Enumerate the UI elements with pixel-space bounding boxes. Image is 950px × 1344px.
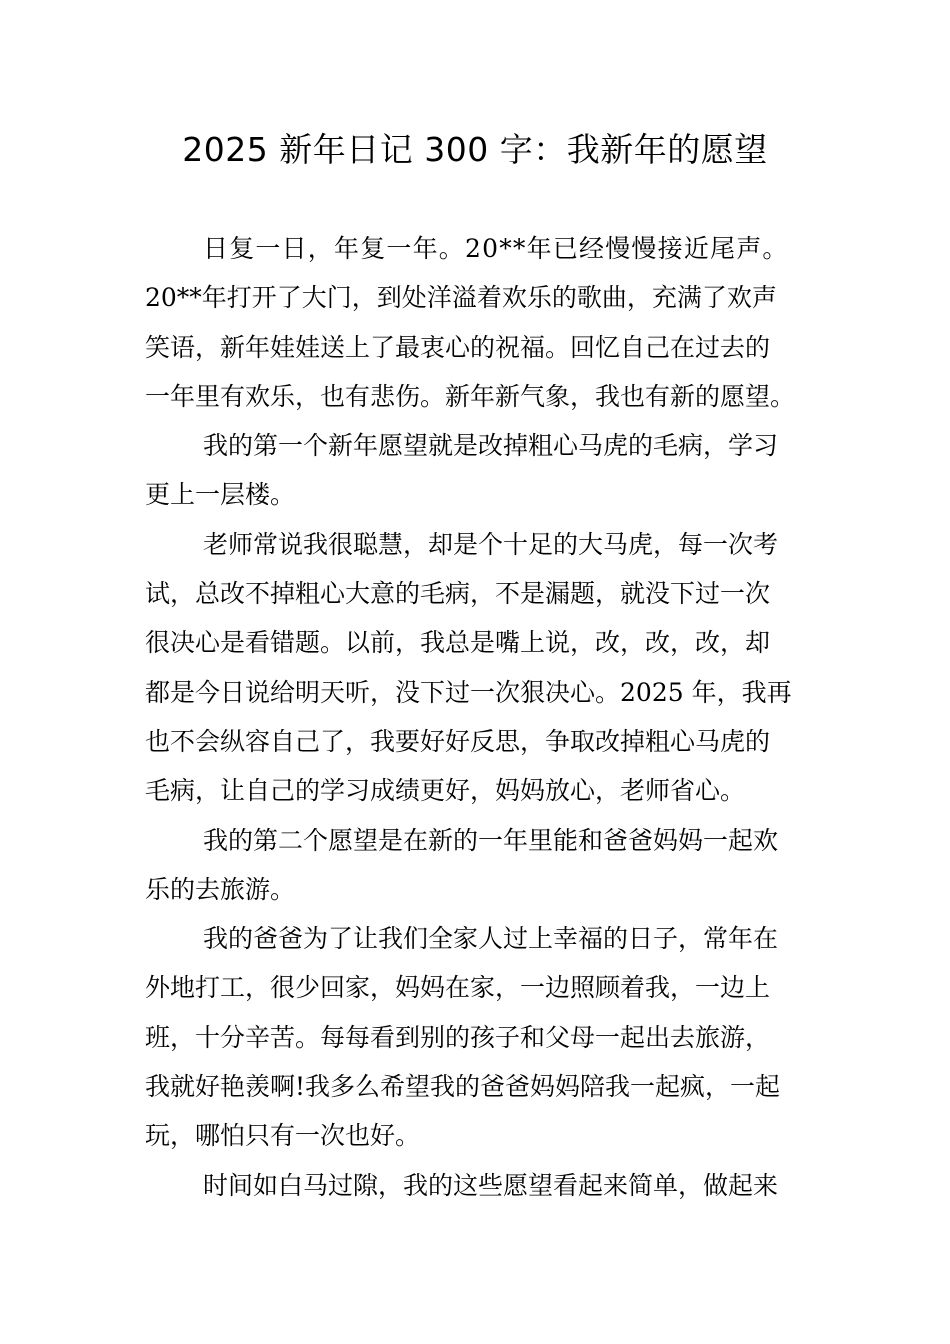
text-line: 日复一日，年复一年。20**年已经慢慢接近尾声。 <box>203 234 789 263</box>
text-line: 乐的去旅游。 <box>145 874 296 904</box>
text-line: 很决心是看错题。以前，我总是嘴上说，改，改，改，却 <box>145 628 771 658</box>
text-line: 20**年打开了大门，到处洋溢着欢乐的歌曲，充满了欢声 <box>145 283 777 313</box>
document-title: 2025 新年日记 300 字：我新年的愿望 <box>182 130 768 169</box>
text-line: 毛病，让自己的学习成绩更好，妈妈放心，老师省心。 <box>145 776 746 806</box>
document-body <box>145 224 820 1210</box>
text-line: 我的第二个愿望是在新的一年里能和爸爸妈妈一起欢 <box>203 825 779 855</box>
text-line: 笑语，新年娃娃送上了最衷心的祝福。回忆自己在过去的 <box>145 332 771 362</box>
text-line: 都是今日说给明天听，没下过一次狠决心。2025 年，我再 <box>145 677 792 707</box>
text-line: 我的爸爸为了让我们全家人过上幸福的日子，常年在 <box>203 924 779 954</box>
text-line: 玩，哪怕只有一次也好。 <box>145 1121 421 1151</box>
text-line: 老师常说我很聪慧，却是个十足的大马虎，每一次考 <box>203 529 779 559</box>
text-line: 时间如白马过隙，我的这些愿望看起来简单，做起来 <box>203 1170 779 1200</box>
text-line: 我就好艳羡啊!我多么希望我的爸爸妈妈陪我一起疯，一起 <box>145 1072 781 1102</box>
text-line: 外地打工，很少回家，妈妈在家，一边照顾着我，一边上 <box>145 973 771 1003</box>
text-line: 也不会纵容自己了，我要好好反思，争取改掉粗心马虎的 <box>145 726 771 756</box>
text-line: 班，十分辛苦。每每看到别的孩子和父母一起出去旅游， <box>145 1022 771 1052</box>
text-line: 更上一层楼。 <box>145 480 296 510</box>
text-line: 一年里有欢乐，也有悲伤。新年新气象，我也有新的愿望。 <box>145 381 796 411</box>
text-line: 我的第一个新年愿望就是改掉粗心马虎的毛病，学习 <box>203 431 779 461</box>
text-line: 试，总改不掉粗心大意的毛病，不是漏题，就没下过一次 <box>145 579 771 609</box>
